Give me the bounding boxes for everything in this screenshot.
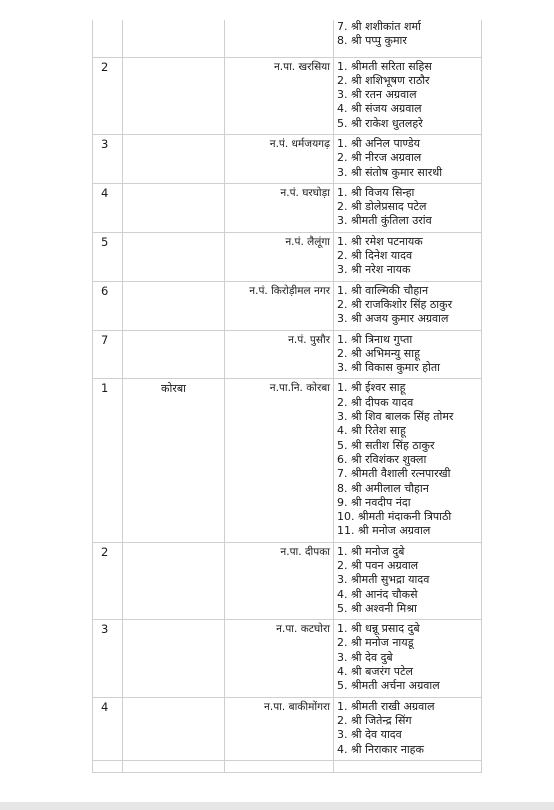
table-row [93,232,482,281]
member-list [334,697,482,760]
member-name: 2. श्री मनोज नायडू [337,636,414,650]
urban-body-name: न.पं. घरघोड़ा [225,183,334,232]
member-name: 5. श्रीमती अर्चना अग्रवाल [337,679,440,693]
urban-body-name: न.पा. बाकीमोंगरा [225,697,334,760]
table-row [93,379,482,542]
urban-body-name: न.पं. पुसौर [225,330,334,379]
district-name [123,760,225,772]
member-list [334,134,482,183]
table-row [93,330,482,379]
member-name: 3. श्रीमती कुंतिला उरांव [337,214,432,228]
member-name: 1. श्री रमेश पटनायक [337,234,423,248]
table-row [93,134,482,183]
district-name [123,542,225,619]
committee-table [92,20,482,773]
district-name [123,232,225,281]
member-name: 3. श्रीमती सुभद्रा यादव [337,573,430,587]
table-row [93,542,482,619]
member-name: 3. श्री अजय कुमार अग्रवाल [337,312,449,326]
district-name [123,697,225,760]
member-name: 3. श्री विकास कुमार होता [337,361,440,375]
member-name: 8. श्री पप्पु कुमार [337,34,407,48]
member-name: 5. श्री सतीश सिंह ठाकुर [337,438,435,452]
member-name: 3. श्री संतोष कुमार सारथी [337,165,443,179]
member-name: 3. श्री देव दुबे [337,650,393,664]
row-number: 4 [93,697,123,760]
member-name: 1. श्री अनिल पाण्डेय [337,136,421,150]
member-name: 2. श्री दिनेश यादव [337,249,413,263]
member-name: 4. श्री बजरंग पटेल [337,665,414,679]
member-name: 2. श्री शशिभूषण राठौर [337,73,430,87]
member-list [334,542,482,619]
row-number: 2 [93,57,123,134]
district-name [123,620,225,697]
member-name: 4. श्री संजय अग्रवाल [337,102,422,116]
member-name: 1. श्रीमती राखी अग्रवाल [337,699,435,713]
district-name: कोरबा [123,379,225,542]
member-name: 10. श्रीमती मंदाकनी त्रिपाठी [337,510,452,524]
row-number: 1 [93,379,123,542]
row-number: 4 [93,183,123,232]
member-name: 9. श्री नवदीप नंदा [337,495,411,509]
urban-body-name: न.पं. धर्मजयगढ़ [225,134,334,183]
member-list [334,620,482,697]
member-name: 5. श्री राकेश धुतलहरे [337,116,423,130]
row-number [93,20,123,57]
member-name: 4. श्री निराकार नाहक [337,742,424,756]
member-name: 11. श्री मनोज अग्रवाल [337,524,431,538]
member-name: 4. श्री रितेश साहू [337,424,406,438]
table-row [93,697,482,760]
member-name: 1. श्री विजय सिन्हा [337,185,415,199]
member-name: 1. श्री मनोज दुबे [337,544,405,558]
district-name [123,330,225,379]
member-name: 3. श्री नरेश नायक [337,263,411,277]
member-name: 2. श्री नीरज अग्रवाल [337,151,422,165]
district-name [123,57,225,134]
member-name: 5. श्री अश्वनी मिश्रा [337,601,417,615]
urban-body-name: न.पं. लैलूंगा [225,232,334,281]
member-name: 1. श्री वाल्मिकी चौहान [337,283,429,297]
urban-body-name [225,760,334,772]
member-name: 2. श्री राजकिशोर सिंह ठाकुर [337,297,453,311]
bottom-scroll-bar[interactable] [0,802,554,810]
member-list [334,281,482,330]
row-number: 2 [93,542,123,619]
member-list [334,760,482,772]
member-name: 2. श्री पवन अग्रवाल [337,559,419,572]
table-row [93,20,482,57]
member-name: 2. श्री अभिमन्यु साहू [337,346,420,360]
member-list [334,183,482,232]
member-name: 1. श्री त्रिनाथ गुप्ता [337,332,413,346]
member-name: 3. श्री देव यादव [337,728,402,742]
table-row [93,760,482,772]
row-number: 7 [93,330,123,379]
member-name: 7. श्रीमती वैशाली रत्नपारखी [337,467,451,481]
urban-body-name: न.पा. कटघोरा [225,620,334,697]
member-name: 1. श्रीमती सरिता सहिस [337,59,432,73]
row-number [93,760,123,772]
member-name: 2. श्री डोलेप्रसाद पटेल [337,200,427,214]
member-name: 8. श्री अमीलाल चौहान [337,481,429,495]
member-name: 4. श्री आनंद चौकसे [337,587,418,601]
urban-body-name: न.पा. दीपका [225,542,334,619]
member-name: 1. श्री धन्नू प्रसाद दुबे [337,622,420,636]
member-name: 3. श्री शिव बालक सिंह तोमर [337,410,454,424]
row-number: 3 [93,620,123,697]
district-name [123,134,225,183]
district-name [123,281,225,330]
member-name: 3. श्री रतन अग्रवाल [337,88,417,102]
member-list [334,232,482,281]
committee-table-body [93,20,482,772]
row-number: 5 [93,232,123,281]
row-number: 3 [93,134,123,183]
urban-body-name: न.पा.नि. कोरबा [225,379,334,542]
member-list [334,330,482,379]
member-list [334,57,482,134]
table-row [93,183,482,232]
member-name: 2. श्री दीपक यादव [337,395,414,409]
member-name: 1. श्री ईश्वर साहू [337,381,406,395]
table-row [93,620,482,697]
table-row [93,57,482,134]
table-row [93,281,482,330]
member-list [334,20,482,57]
urban-body-name: न.पं. किरोड़ीमल नगर [225,281,334,330]
member-name: 7. श्री शशीकांत शर्मा [337,20,421,33]
urban-body-name: न.पा. खरसिया [225,57,334,134]
member-list [334,379,482,542]
district-name [123,183,225,232]
row-number: 6 [93,281,123,330]
member-name: 2. श्री जितेन्द्र सिंग [337,713,412,727]
urban-body-name [225,20,334,57]
district-name [123,20,225,57]
member-name: 6. श्री रविशंकर शुक्ला [337,452,427,466]
